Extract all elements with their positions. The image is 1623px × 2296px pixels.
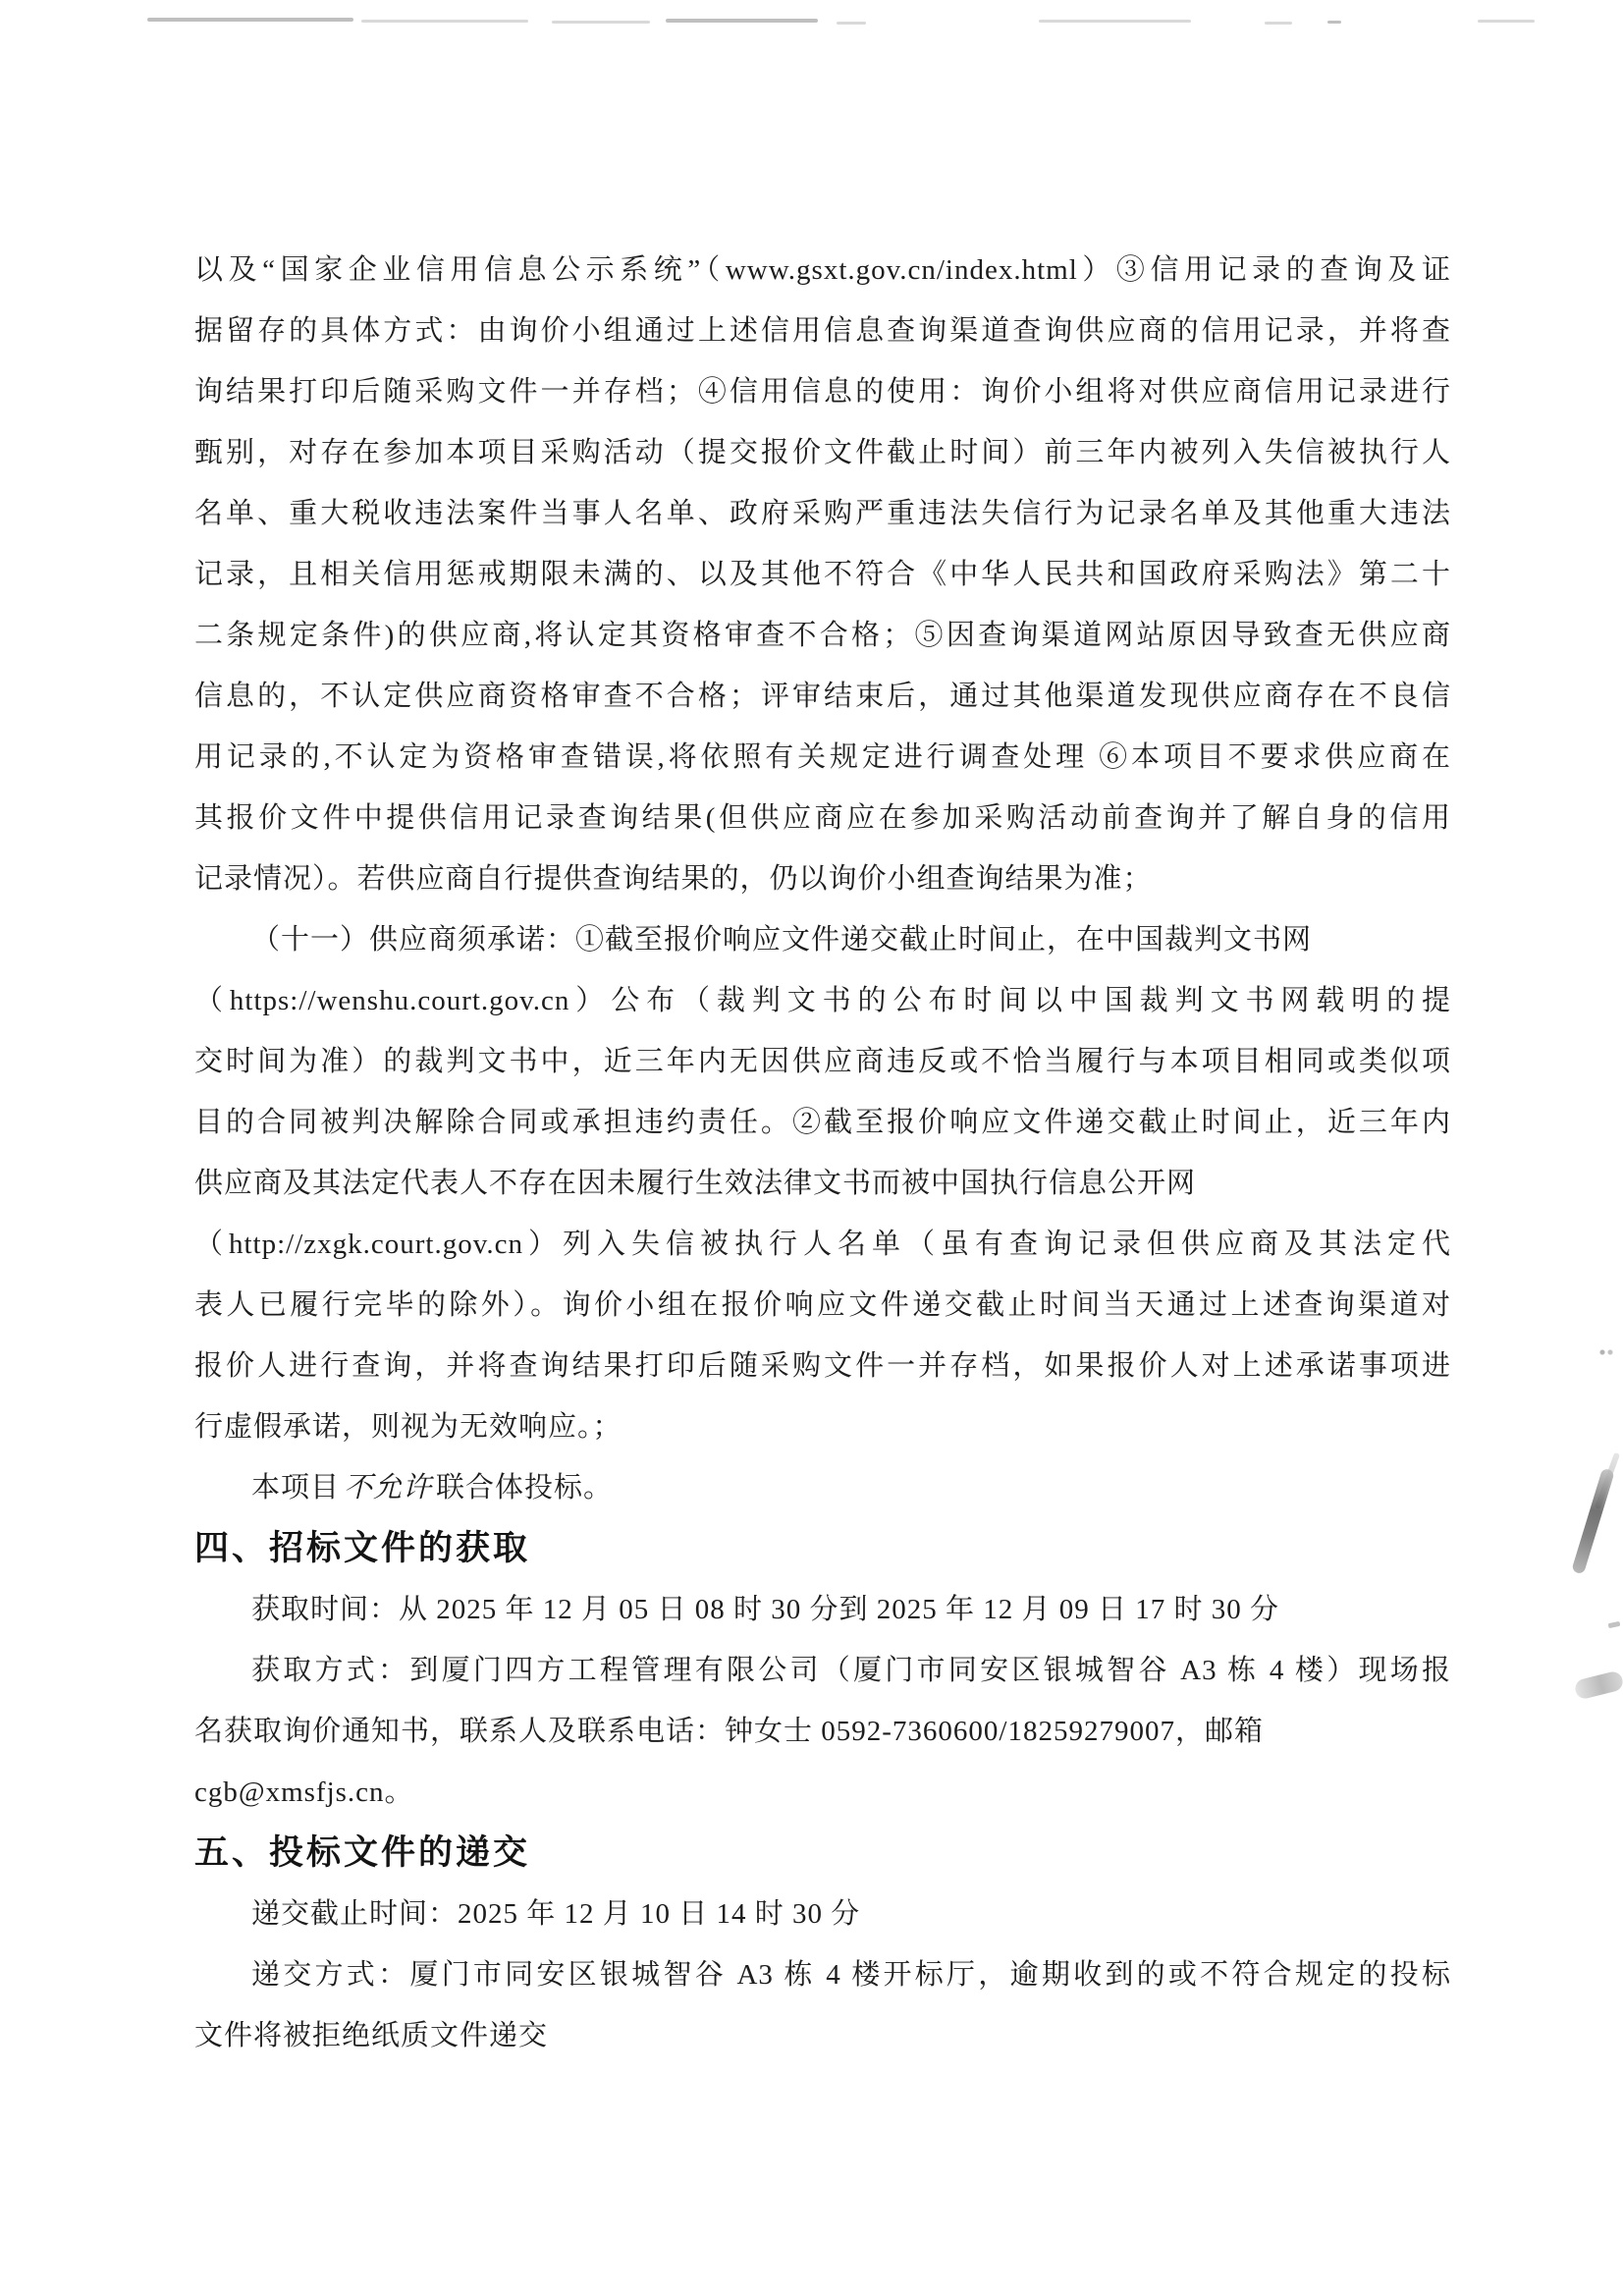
text-line: 用记录的,不认定为资格审查错误,将依照有关规定进行调查处理 ⑥本项目不要求供应商在 (194, 741, 1451, 773)
scan-noise-segment (1039, 20, 1191, 23)
text-line: 递交方式：厦门市同安区银城智谷 A3 栋 4 楼开标厅，逾期收到的或不符合规定的投标 (251, 1959, 1451, 1991)
scan-smudge-tick (1608, 1621, 1621, 1628)
text-line: 获取方式：到厦门四方工程管理有限公司（厦门市同安区银城智谷 A3 栋 4 楼）现场报 (251, 1655, 1451, 1686)
text-line: （https://wenshu.court.gov.cn）公布（裁判文书的公布时间以中国裁判文书网载明的提 (194, 985, 1451, 1016)
scan-noise-segment (147, 18, 353, 22)
document-body (194, 240, 1451, 2066)
joint-bid-not-allowed: 不允许 (344, 1472, 433, 1503)
text-line: 二条规定条件)的供应商,将认定其资格审查不合格；⑤因查询渠道网站原因导致查无供应商 (194, 620, 1451, 651)
text-line: 报价人进行查询，并将查询结果打印后随采购文件一并存档，如果报价人对上述承诺事项进 (194, 1350, 1451, 1382)
text-line: 询结果打印后随采购文件一并存档；④信用信息的使用：询价小组将对供应商信用记录进行 (194, 376, 1451, 408)
text-line: 记录情况）。若供应商自行提供查询结果的，仍以询价小组查询结果为准； (194, 863, 1153, 895)
joint-bid-pre: 本项目 (251, 1472, 341, 1503)
text-line: 获取时间：从 2025 年 12 月 05 日 08 时 30 分到 2025 年 12 月 09 日 17 时 30 分 (251, 1594, 1280, 1625)
scan-noise-segment (1265, 22, 1292, 25)
text-line: 目的合同被判决解除合同或承担违约责任。②截至报价响应文件递交截止时间止，近三年内 (194, 1107, 1451, 1138)
scan-noise-segment (837, 22, 866, 25)
text-line: 名单、重大税收违法案件当事人名单、政府采购严重违法失信行为记录名单及其他重大违法 (194, 498, 1451, 529)
scan-noise-segment (361, 20, 528, 23)
text-line: 据留存的具体方式：由询价小组通过上述信用信息查询渠道查询供应商的信用记录，并将查 (194, 315, 1451, 347)
text-line: 文件将被拒绝纸质文件递交 (194, 2020, 549, 2051)
text-line: 表人已履行完毕的除外）。询价小组在报价响应文件递交截止时间当天通过上述查询渠道对 (194, 1289, 1451, 1321)
scan-noise-segment (1327, 21, 1341, 24)
text-line: 信息的，不认定供应商资格审查不合格；评审结束后，通过其他渠道发现供应商存在不良信 (194, 681, 1451, 712)
scan-noise-segment (552, 21, 650, 24)
text-line: 记录，且相关信用惩戒期限未满的、以及其他不符合《中华人民共和国政府采购法》第二十 (194, 559, 1451, 590)
text-line: （http://zxgk.court.gov.cn）列入失信被执行人名单（虽有查询记录但供应商及其法定代 (194, 1229, 1451, 1260)
joint-bid-statement (194, 1457, 1451, 1518)
text-line: 递交截止时间：2025 年 12 月 10 日 14 时 30 分 (251, 1898, 861, 1930)
paragraph-supplier-commitment (194, 909, 1451, 1457)
paragraph-credit-records (194, 240, 1451, 909)
scan-noise-segment (666, 19, 818, 23)
scan-smudge-low (1573, 1669, 1623, 1700)
text-line: 行虚假承诺，则视为无效响应。； (194, 1411, 622, 1443)
text-line: 名获取询价通知书，联系人及联系电话：钟女士 0592-7360600/18259279007，邮箱 (194, 1716, 1264, 1747)
text-line: 供应商及其法定代表人不存在因未履行生效法律文书而被中国执行信息公开网 (194, 1168, 1197, 1199)
section-heading-submit-bids: 五、投标文件的递交 (194, 1833, 531, 1872)
section-obtain-documents-lines (194, 1579, 1451, 1823)
text-line: 甄别，对存在参加本项目采购活动（提交报价文件截止时间）前三年内被列入失信被执行人 (194, 437, 1451, 468)
joint-bid-post: 联合体投标。 (436, 1472, 614, 1503)
scan-smudge-streak (1571, 1468, 1615, 1575)
text-line: 交时间为准）的裁判文书中，近三年内无因供应商违反或不恰当履行与本项目相同或类似项 (194, 1046, 1451, 1077)
text-line: （十一）供应商须承诺：①截至报价响应文件递交截止时间止，在中国裁判文书网 (251, 924, 1313, 956)
text-line: 以及“国家企业信用信息公示系统”（www.gsxt.gov.cn/index.html）③信用记录的查询及证 (194, 254, 1451, 286)
section-heading-obtain-documents: 四、招标文件的获取 (194, 1529, 531, 1567)
scan-noise-segment (1478, 20, 1535, 23)
text-line: 其报价文件中提供信用记录查询结果(但供应商应在参加采购活动前查询并了解自身的信用 (194, 802, 1451, 834)
section-submit-bids-lines (194, 1884, 1451, 2066)
text-line: cgb@xmsfjs.cn。 (194, 1777, 414, 1808)
scan-smudge-dots (1598, 1349, 1614, 1355)
